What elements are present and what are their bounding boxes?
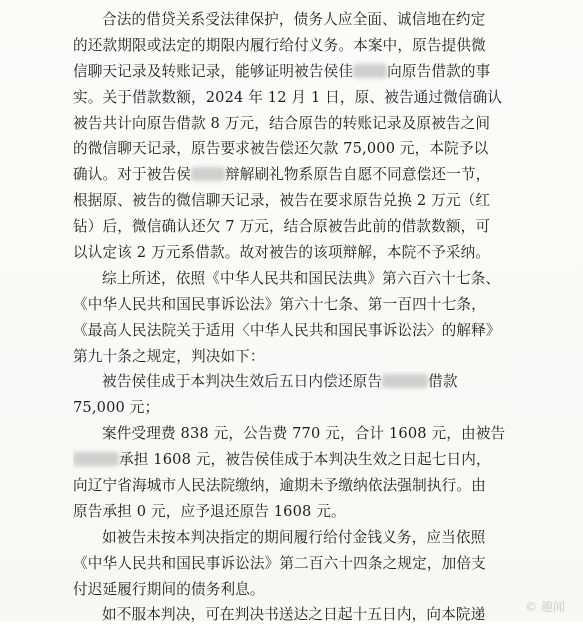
text-line bbox=[73, 551, 543, 577]
redaction-blur bbox=[382, 374, 428, 388]
text-line bbox=[73, 59, 543, 85]
text-segment: 以认定该 2 万元系借款。故对被告的该项辩解，本院不予采纳。 bbox=[73, 244, 491, 262]
text-line bbox=[73, 369, 543, 395]
text-segment: 案件受理费 838 元，公告费 770 元，合计 1608 元，由被告 bbox=[102, 425, 506, 443]
text-line bbox=[73, 447, 543, 473]
text-segment: 原告承担 0 元，应予退还原告 1608 元。 bbox=[73, 502, 346, 520]
text-segment: 被告侯佳成于本判决生效后五日内偿还原告 bbox=[102, 373, 383, 391]
text-line bbox=[73, 499, 543, 525]
text-line bbox=[73, 7, 543, 33]
text-line bbox=[73, 292, 543, 318]
text-line bbox=[73, 344, 543, 370]
text-segment: 辩解刷礼物系原告自愿不同意偿还一节， bbox=[224, 166, 491, 184]
judgment-text bbox=[73, 7, 543, 628]
text-segment: 《最高人民法院关于适用〈中华人民共和国民事诉讼法〉的解释》 bbox=[73, 321, 501, 339]
text-segment: 实。关于借款数额，2024 年 12 月 1 日，原、被告通过微信确认 bbox=[73, 88, 503, 106]
text-segment: 钻）后，微信确认还欠 7 万元，结合原被告此前的借款数额，可 bbox=[73, 218, 491, 236]
text-line bbox=[73, 473, 543, 499]
text-segment: 《中华人民共和国民事诉讼法》第六十七条、第一百四十七条， bbox=[73, 295, 486, 313]
text-segment: 借款 bbox=[428, 373, 458, 391]
text-line bbox=[73, 162, 543, 188]
text-segment: 第九十条之规定，判决如下： bbox=[73, 347, 265, 365]
redaction-blur bbox=[191, 167, 225, 181]
text-line bbox=[73, 318, 543, 344]
text-line bbox=[73, 33, 543, 59]
text-line bbox=[73, 395, 543, 421]
text-segment: 的还款期限或法定的期限内履行给付义务。本案中，原告提供微 bbox=[73, 36, 486, 54]
text-segment: 向原告借款的事 bbox=[387, 62, 491, 80]
text-line bbox=[73, 602, 543, 628]
text-line bbox=[73, 214, 543, 240]
text-line bbox=[73, 188, 543, 214]
text-segment: 的微信聊天记录，原告要求被告偿还欠款 75,000 元，本院予以 bbox=[73, 140, 489, 158]
text-segment: 确认。对于被告侯 bbox=[73, 166, 191, 184]
text-line bbox=[73, 577, 543, 603]
text-segment: 《中华人民共和国民事诉讼法》第二百六十四条之规定，加倍支 bbox=[73, 554, 486, 572]
text-line bbox=[73, 421, 543, 447]
text-segment: 被告共计向原告借款 8 万元，结合原告的转账记录及原被告之间 bbox=[73, 114, 491, 132]
text-segment: 如不服本判决，可在判决书送达之日起十五日内，向本院递 bbox=[102, 606, 486, 624]
text-segment: 合法的借贷关系受法律保护，债务人应全面、诚信地在约定 bbox=[102, 11, 486, 28]
text-line bbox=[73, 525, 543, 551]
text-segment: 向辽宁省海城市人民法院缴纳，逾期未予缴纳依法强制执行。由 bbox=[73, 477, 486, 495]
text-segment: 如被告未按本判决指定的期间履行给付金钱义务，应当依照 bbox=[102, 528, 486, 546]
text-line bbox=[73, 85, 543, 111]
redaction-blur bbox=[73, 452, 119, 466]
text-segment: 根据原、被告的微信聊天记录，被告在要求原告兑换 2 万元（红 bbox=[73, 192, 491, 210]
text-segment: 综上所述，依照《中华人民共和国民法典》第六百六十七条、 bbox=[102, 269, 501, 287]
text-line bbox=[73, 111, 543, 137]
redaction-blur bbox=[353, 64, 387, 78]
text-segment: 75,000 元； bbox=[73, 399, 160, 417]
text-segment: 承担 1608 元，被告侯佳成于本判决生效之日起七日内， bbox=[119, 451, 491, 469]
text-line bbox=[73, 266, 543, 292]
text-segment: 信聊天记录及转账记录，能够证明被告侯佳 bbox=[73, 62, 354, 80]
text-segment: 付迟延履行期间的债务利息。 bbox=[73, 580, 265, 598]
watermark: © 趣闻 bbox=[525, 600, 565, 614]
text-line bbox=[73, 240, 543, 266]
text-line bbox=[73, 136, 543, 162]
